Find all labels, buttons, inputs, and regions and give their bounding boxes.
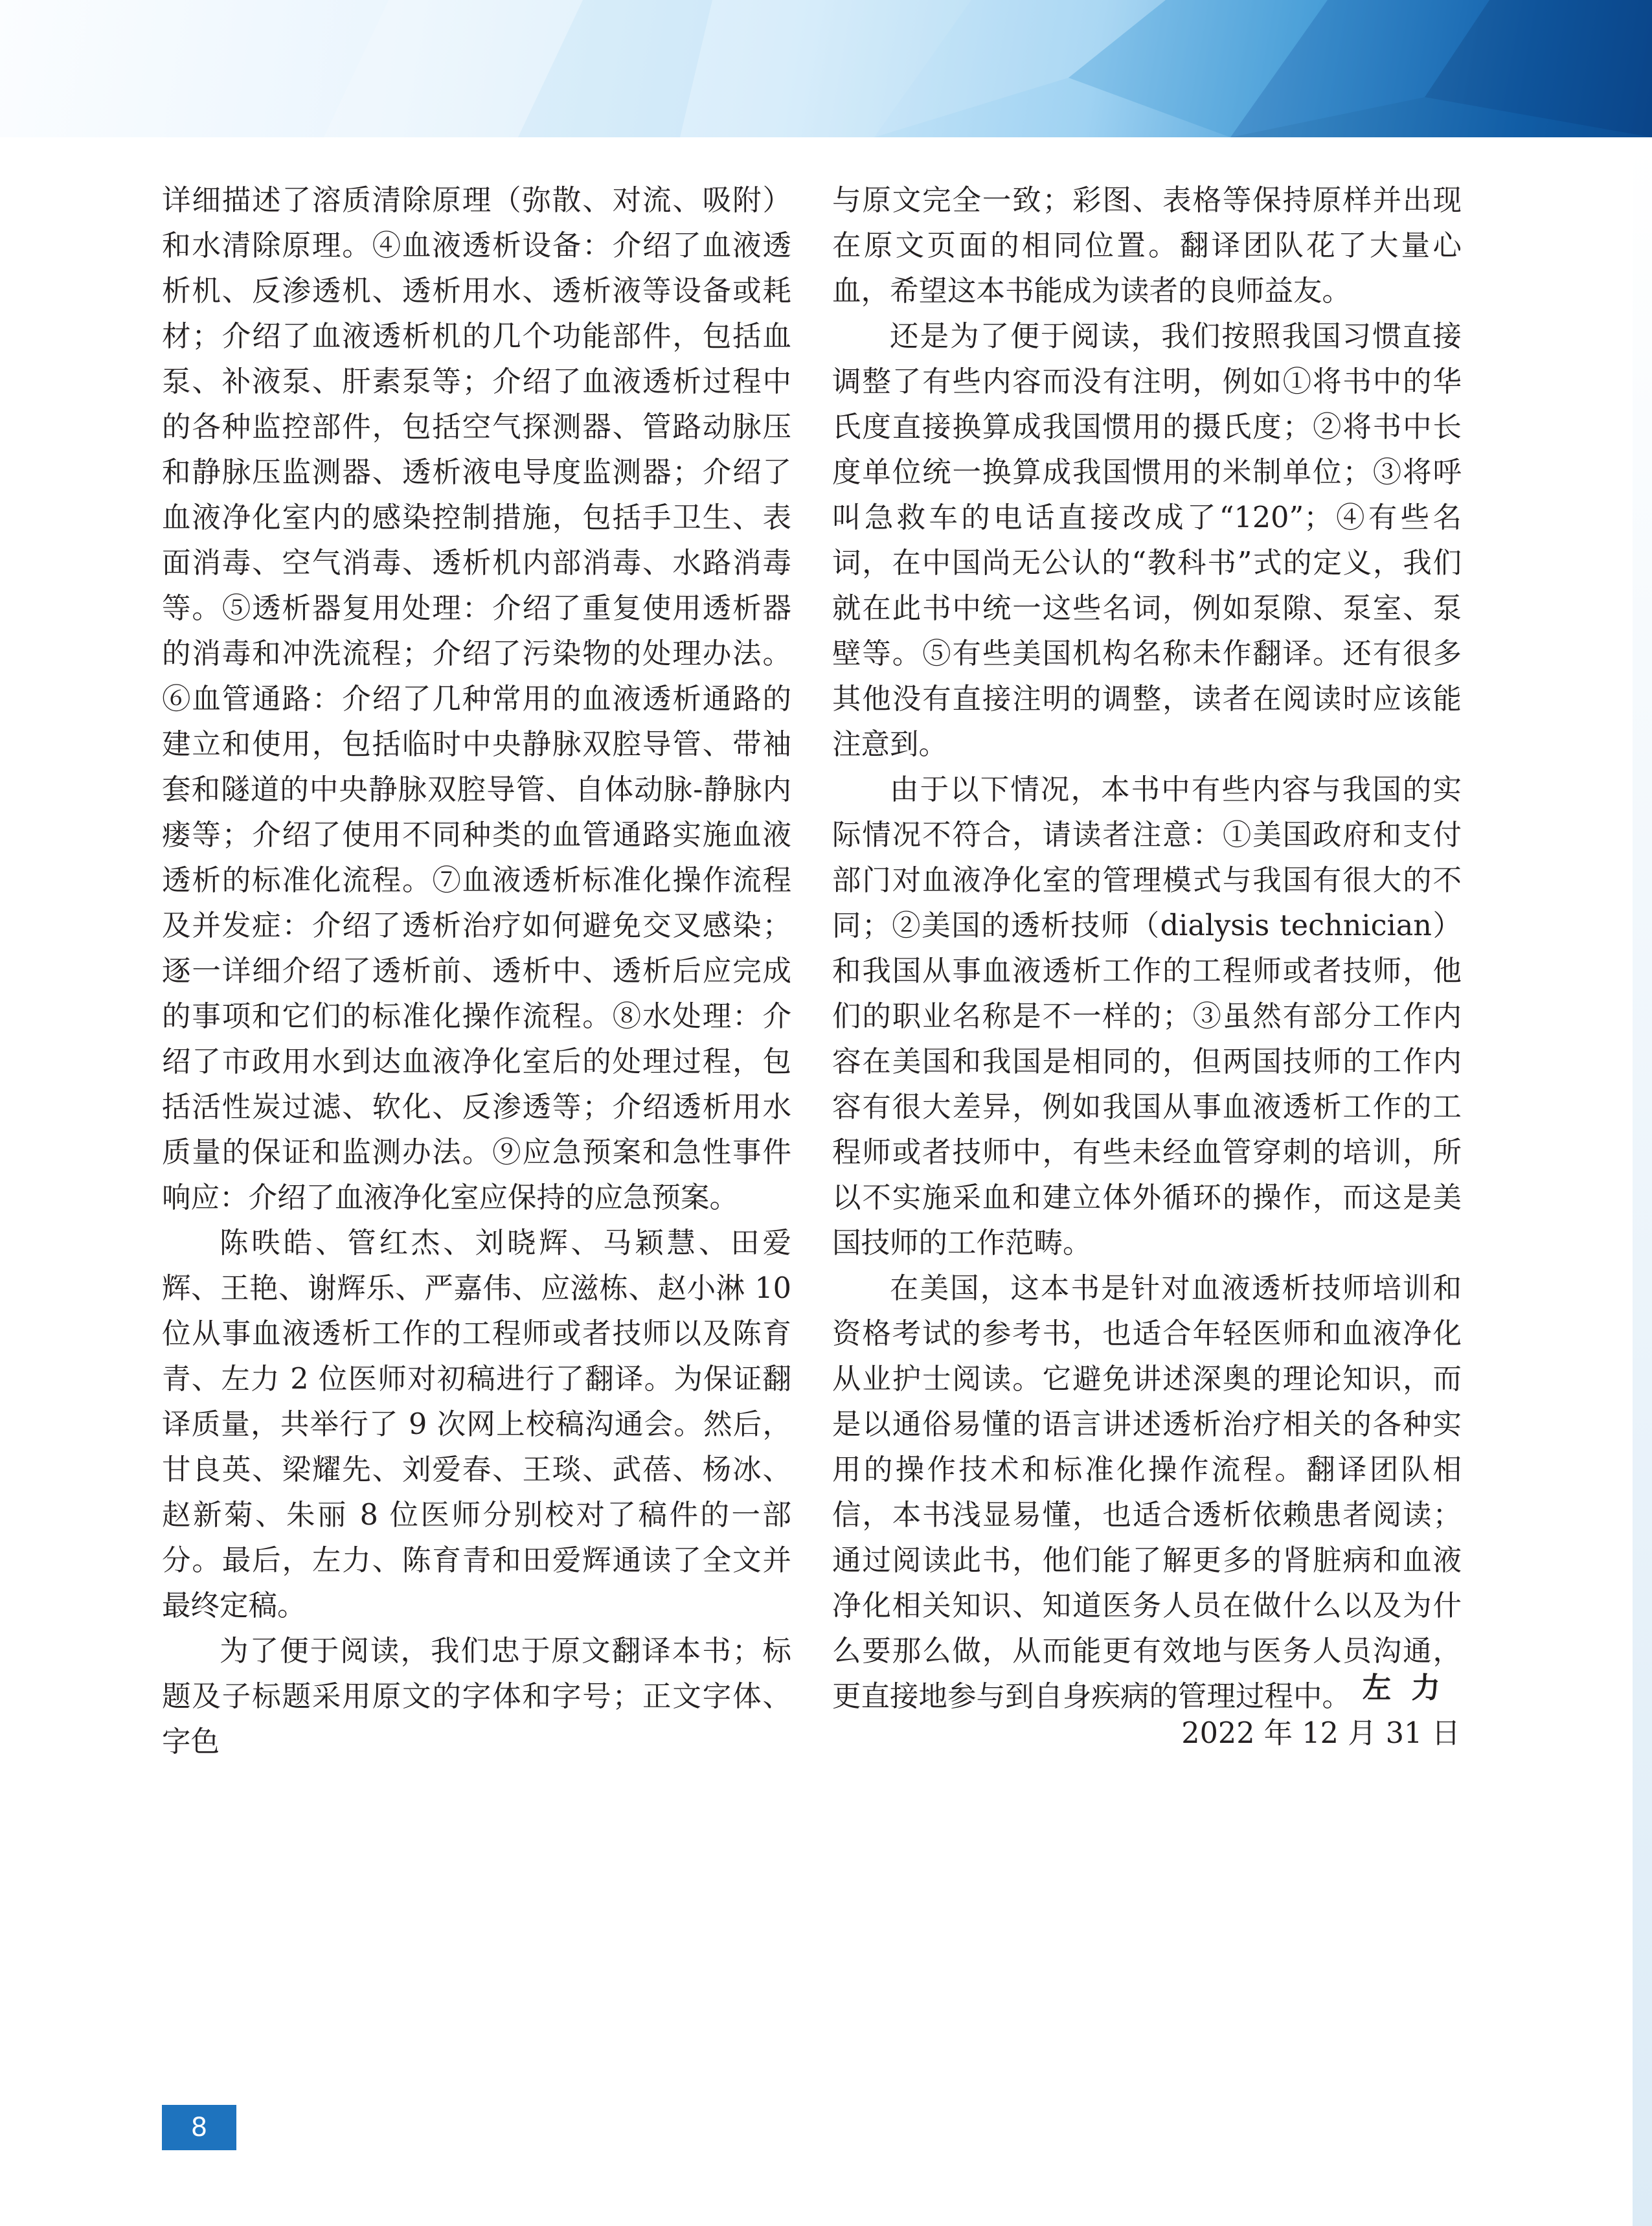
banner-polygon-decoration <box>0 0 1652 137</box>
right-paragraph-2: 还是为了便于阅读，我们按照我国习惯直接调整了有些内容而没有注明，例如①将书中的华氏度直接换算成我国惯用的摄氏度；②将书中长度单位统一换算成我国惯用的米制单位；③将呼叫急救车的电话直接改成了“120”；④有些名词，在中国尚无公认的“教科书”式的定义，我们就在此书中统一这些名词，例如泵隙、泵室、泵壁等。⑤有些美国机构名称未作翻译。还有很多其他没有直接注明的调整，读者在阅读时应该能注意到。 <box>832 320 1462 761</box>
right-paragraph-4: 在美国，这本书是针对血液透析技师培训和资格考试的参考书，也适合年轻医师和血液净化从业护士阅读。它避免讲述深奥的理论知识，而是以通俗易懂的语言讲述透析治疗相关的各种实用的操作技术和标准化操作流程。翻译团队相信，本书浅显易懂，也适合透析依赖患者阅读；通过阅读此书，他们能了解更多的肾脏病和血液净化相关知识、知道医务人员在做什么以及为什么要那么做，从而能更有效地与医务人员沟通，更直接地参与到自身疾病的管理过程中。 <box>832 1272 1462 1713</box>
header-banner <box>0 0 1652 137</box>
right-column <box>832 178 1462 1720</box>
left-paragraph-1: 详细描述了溶质清除原理（弥散、对流、吸附）和水清除原理。④血液透析设备：介绍了血液透析机、反渗透机、透析用水、透析液等设备或耗材；介绍了血液透析机的几个功能部件，包括血泵、补液泵、肝素泵等；介绍了血液透析过程中的各种监控部件，包括空气探测器、管路动脉压和静脉压监测器、透析液电导度监测器；介绍了血液净化室内的感染控制措施，包括手卫生、表面消毒、空气消毒、透析机内部消毒、水路消毒等。⑤透析器复用处理：介绍了重复使用透析器的消毒和冲洗流程；介绍了污染物的处理办法。⑥血管通路：介绍了几种常用的血液透析通路的建立和使用，包括临时中央静脉双腔导管、带袖套和隧道的中央静脉双腔导管、自体动脉-静脉内瘘等；介绍了使用不同种类的血管通路实施血液透析的标准化流程。⑦血液透析标准化操作流程及并发症：介绍了透析治疗如何避免交叉感染；逐一详细介绍了透析前、透析中、透析后应完成的事项和它们的标准化操作流程。⑧水处理：介绍了市政用水到达血液净化室后的处理过程，包括活性炭过滤、软化、反渗透等；介绍透析用水质量的保证和监测办法。⑨应急预案和急性事件响应：介绍了血液净化室应保持的应急预案。 <box>162 184 791 1214</box>
right-paragraph-1: 与原文完全一致；彩图、表格等保持原样并出现在原文页面的相同位置。翻译团队花了大量心血，希望这本书能成为读者的良师益友。 <box>832 184 1462 308</box>
page-number: 8 <box>162 2105 236 2150</box>
signature-date: 2022 年 12 月 31 日 <box>1181 1717 1460 1750</box>
left-paragraph-2: 陈昳皓、管红杰、刘晓辉、马颖慧、田爱辉、王艳、谢辉乐、严嘉伟、应滋栋、赵小淋 10 位从事血液透析工作的工程师或者技师以及陈育青、左力 2 位医师对初稿进行了翻译。为保证翻译质量，共举行了 9 次网上校稿沟通会。然后，甘良英、梁耀先、刘爱春、王琰、武蓓、杨冰、赵新菊、朱丽 8 位医师分别校对了稿件的一部分。最后，左力、陈育青和田爱辉通读了全文并最终定稿。 <box>162 1227 791 1622</box>
left-column <box>162 178 791 1765</box>
side-strip <box>1633 137 1652 2226</box>
signature-name: 左力 <box>1362 1672 1460 1705</box>
left-paragraph-3: 为了便于阅读，我们忠于原文翻译本书；标题及子标题采用原文的字体和字号；正文字体、字色 <box>162 1635 791 1758</box>
right-paragraph-3: 由于以下情况，本书中有些内容与我国的实际情况不符合，请读者注意：①美国政府和支付部门对血液净化室的管理模式与我国有很大的不同；②美国的透析技师（dialysis technician）和我国从事血液透析工作的工程师或者技师，他们的职业名称是不一样的；③虽然有部分工作内容在美国和我国是相同的，但两国技师的工作内容有很大差异，例如我国从事血液透析工作的工程师或者技师中，有些未经血管穿刺的培训，所以不实施采血和建立体外循环的操作，而这是美国技师的工作范畴。 <box>832 773 1462 1260</box>
